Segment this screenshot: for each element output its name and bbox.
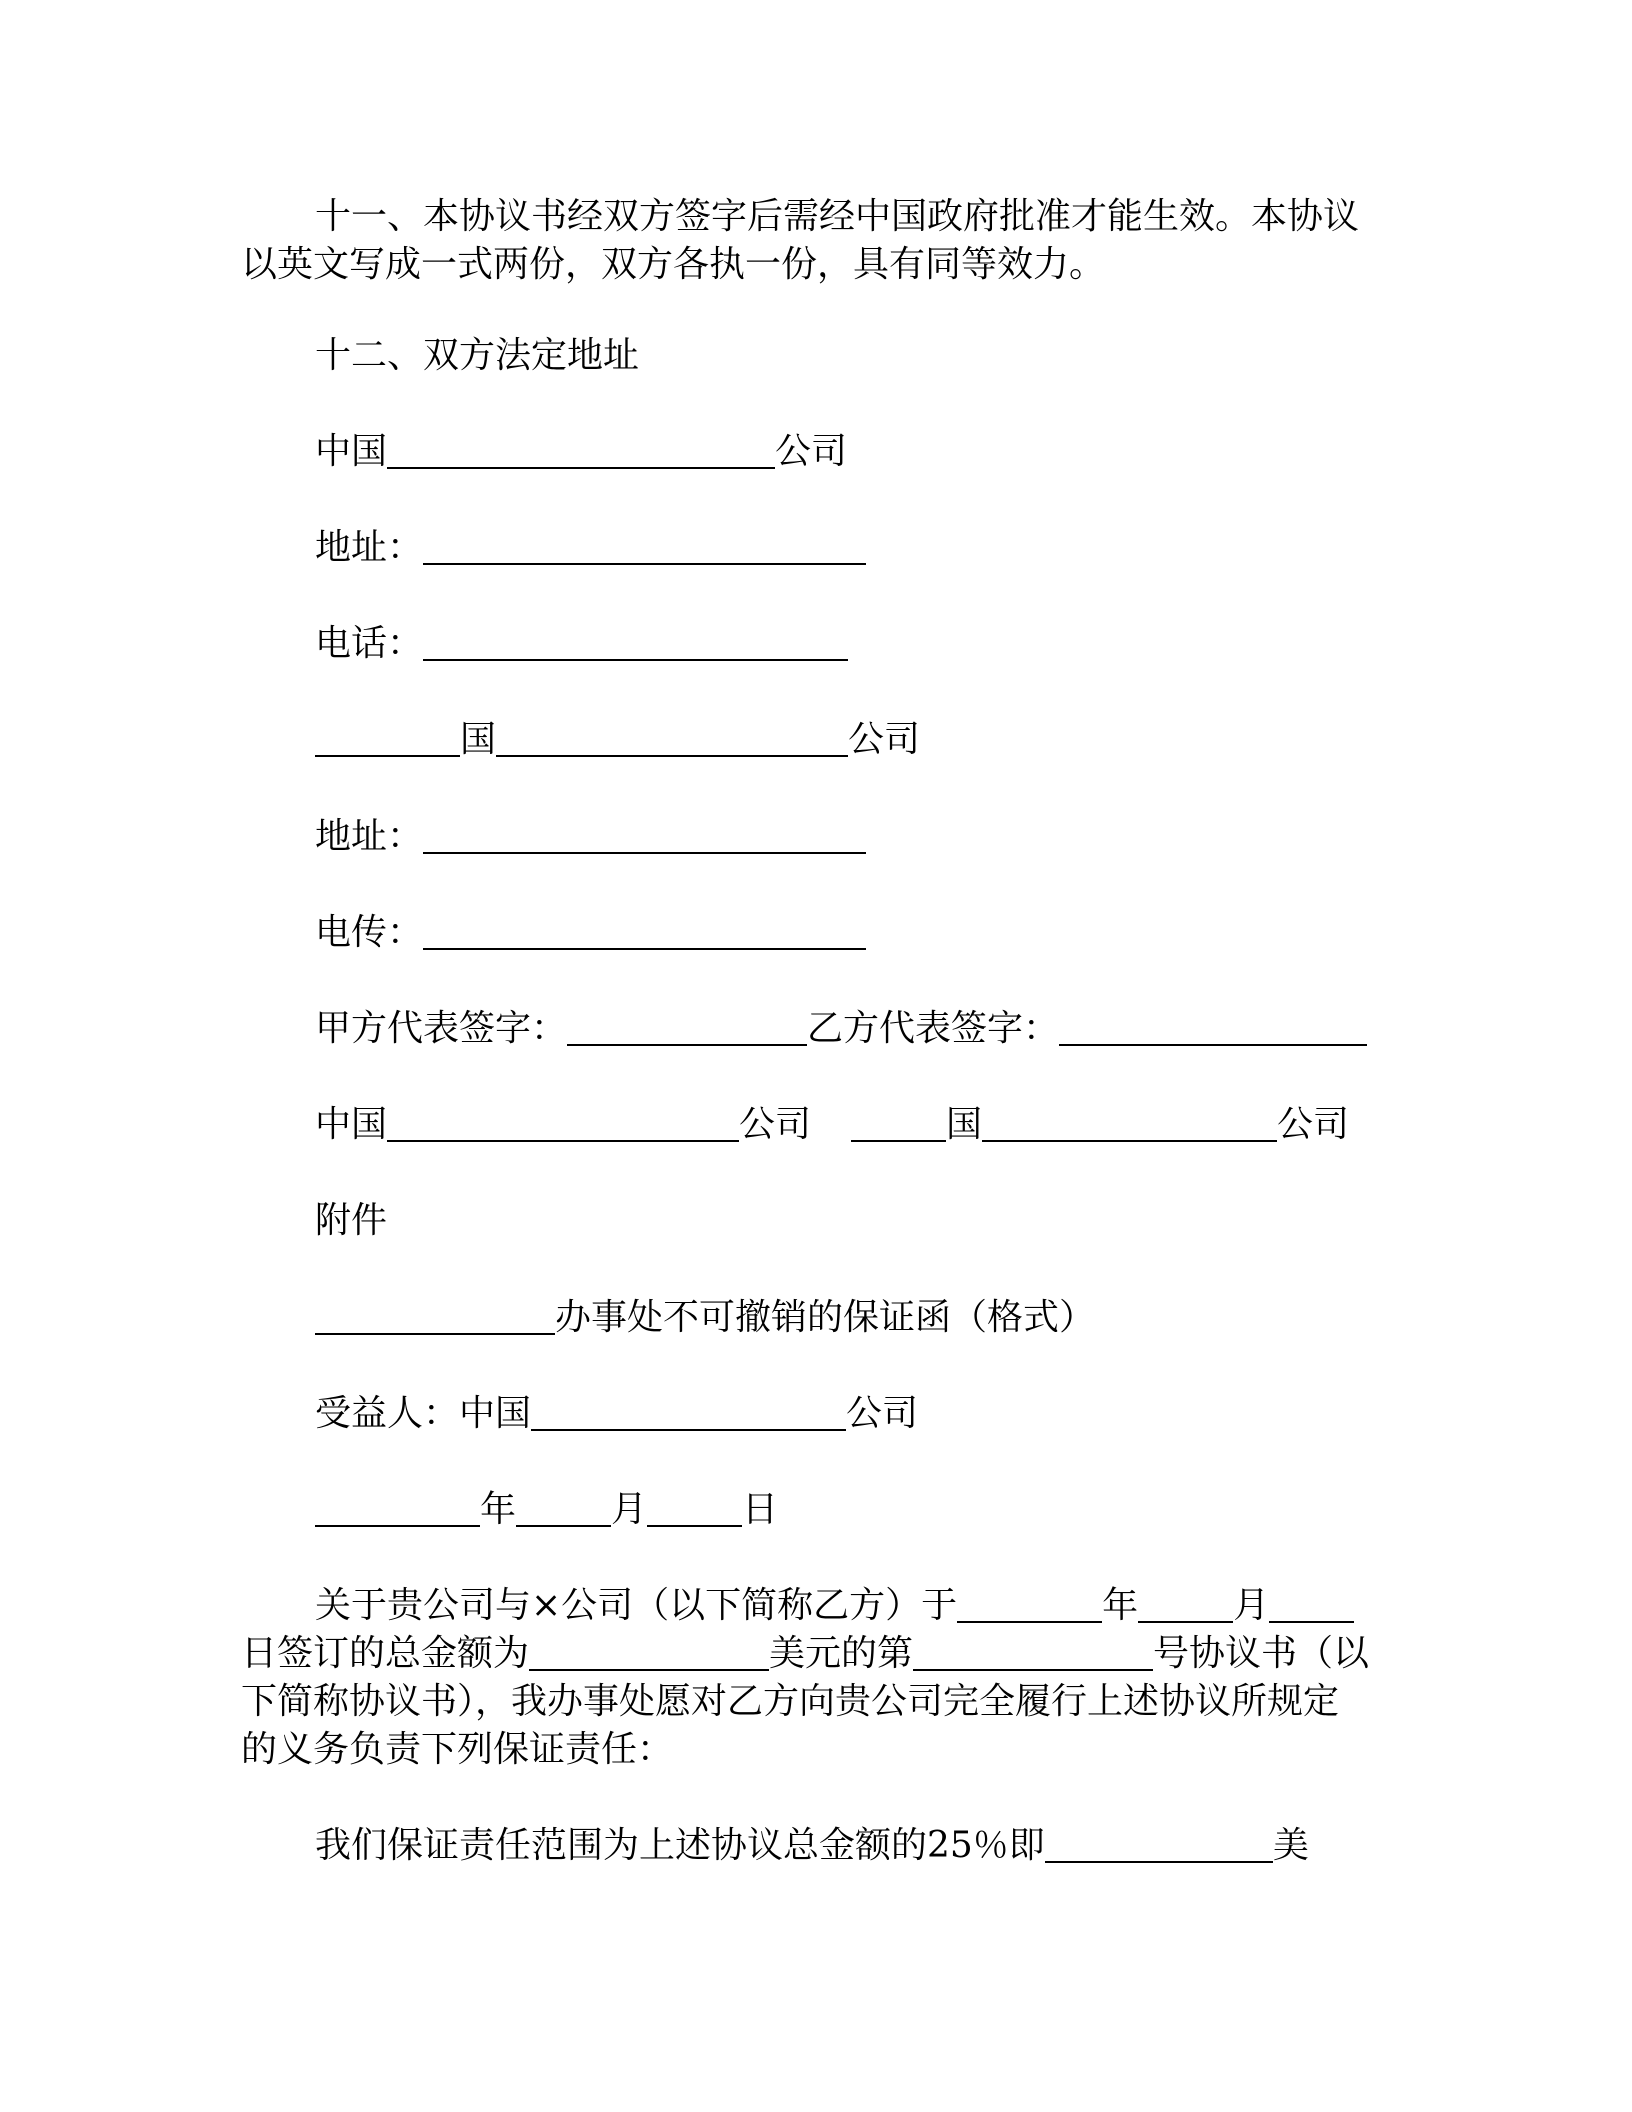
party-a-signature-blank[interactable] <box>567 1010 807 1046</box>
company-suffix: 公司 <box>739 1104 812 1145</box>
day-blank[interactable] <box>647 1491 742 1527</box>
company-suffix: 公司 <box>1277 1104 1350 1145</box>
party-b-company-blank[interactable] <box>496 721 848 757</box>
beneficiary-company-blank[interactable] <box>531 1395 846 1431</box>
attachment-heading <box>315 1197 387 1245</box>
guarantee-body-text: 号协议书（以 <box>1153 1633 1370 1674</box>
party-a-address-blank[interactable] <box>423 529 866 565</box>
party-a-prefix: 中国 <box>315 431 388 472</box>
beneficiary-line <box>315 1390 918 1438</box>
company-suffix: 公司 <box>775 431 848 472</box>
month-label: 月 <box>1233 1585 1270 1626</box>
date-line <box>315 1486 778 1534</box>
guarantee-body <box>241 1582 1391 1774</box>
signature-line <box>315 1005 1367 1053</box>
signature-companies-line <box>315 1101 1349 1149</box>
party-a-address-line <box>315 524 866 572</box>
party-a-signature-label: 甲方代表签字： <box>315 1008 568 1049</box>
total-amount-blank[interactable] <box>529 1635 769 1671</box>
clause-11-line-2: 以英文写成一式两份，双方各执一份，具有同等效力。 <box>241 244 1106 285</box>
guarantee-amount-blank[interactable] <box>1045 1827 1273 1863</box>
party-a-company-line <box>315 428 847 476</box>
attachment-title-line <box>315 1294 1095 1342</box>
beneficiary-label: 受益人：中国 <box>315 1393 532 1434</box>
clause-12-heading-text: 十二、双方法定地址 <box>315 335 640 376</box>
company-suffix: 公司 <box>846 1393 919 1434</box>
clause-11 <box>241 193 1391 289</box>
guarantee-body-line-4: 的义务负责下列保证责任： <box>241 1729 674 1770</box>
year-label: 年 <box>480 1489 517 1530</box>
address-label: 地址： <box>315 816 424 857</box>
country-suffix: 国 <box>946 1104 983 1145</box>
guarantee-body-line-1 <box>241 1582 1391 1630</box>
year-label: 年 <box>1102 1585 1139 1626</box>
party-b-fax-blank[interactable] <box>423 914 866 950</box>
clause-11-line-1: 十一、本协议书经双方签字后需经中国政府批准才能生效。本协议 <box>315 196 1360 237</box>
party-b-company-line <box>315 716 920 764</box>
month-blank[interactable] <box>516 1491 611 1527</box>
party-b-country-suffix: 国 <box>460 719 497 760</box>
party-b-address-line <box>315 813 866 861</box>
phone-label: 电话： <box>315 623 424 664</box>
guarantee-body-text: 美元的第 <box>769 1633 914 1674</box>
guarantee-scope-suffix: 美 <box>1272 1825 1309 1866</box>
guarantee-scope-text: 我们保证责任范围为上述协议总金额的25％即 <box>315 1825 1045 1866</box>
party-a-phone-line <box>315 620 848 668</box>
guarantee-body-line-3: 下简称协议书），我办事处愿对乙方向贵公司完全履行上述协议所规定 <box>241 1681 1340 1722</box>
party-a-prefix: 中国 <box>315 1104 388 1145</box>
attachment-label: 附件 <box>315 1200 388 1241</box>
address-label: 地址： <box>315 527 424 568</box>
party-b-fax-line <box>315 909 866 957</box>
guarantee-body-text: 关于贵公司与×公司（以下简称乙方）于 <box>315 1585 958 1626</box>
sign-day-blank[interactable] <box>1269 1587 1354 1623</box>
party-b-signature-label: 乙方代表签字： <box>807 1008 1060 1049</box>
attachment-title: 办事处不可撤销的保证函（格式） <box>555 1297 1096 1338</box>
sign-month-blank[interactable] <box>1138 1587 1233 1623</box>
month-label: 月 <box>611 1489 648 1530</box>
sign-year-blank[interactable] <box>957 1587 1102 1623</box>
year-blank[interactable] <box>315 1491 480 1527</box>
sig-party-b-company-blank[interactable] <box>982 1106 1277 1142</box>
sig-party-a-company-blank[interactable] <box>387 1106 739 1142</box>
guarantee-scope-line <box>315 1822 1309 1870</box>
party-a-company-blank[interactable] <box>387 433 775 469</box>
company-suffix: 公司 <box>848 719 921 760</box>
agreement-number-blank[interactable] <box>913 1635 1153 1671</box>
guarantee-body-line-2 <box>241 1630 1391 1678</box>
party-b-country-blank[interactable] <box>315 721 460 757</box>
day-label: 日 <box>742 1489 779 1530</box>
party-b-signature-blank[interactable] <box>1059 1010 1367 1046</box>
party-b-address-blank[interactable] <box>423 818 866 854</box>
sig-party-b-country-blank[interactable] <box>851 1106 946 1142</box>
clause-12-heading <box>315 332 639 380</box>
guarantee-body-text: 日签订的总金额为 <box>241 1633 530 1674</box>
party-a-phone-blank[interactable] <box>423 625 848 661</box>
office-name-blank[interactable] <box>315 1299 555 1335</box>
fax-label: 电传： <box>315 912 424 953</box>
